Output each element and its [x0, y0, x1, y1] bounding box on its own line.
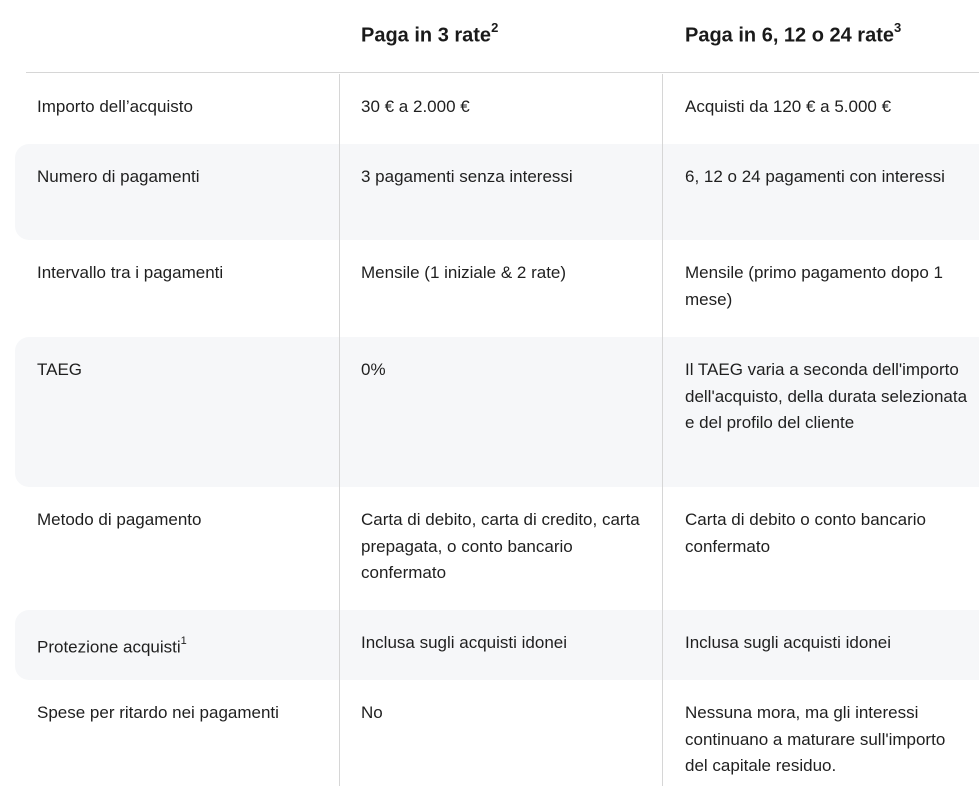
table-row-intervallo: [15, 240, 979, 337]
table-row-taeg: [15, 337, 979, 487]
row-label: Numero di pagamenti: [37, 167, 200, 186]
cell-plan-3-rate: Mensile (1 iniziale & 2 rate): [361, 263, 567, 282]
cell-plan-6-12-24-rate: Acquisti da 120 € a 5.000 €: [685, 97, 892, 116]
table-header: [0, 0, 979, 73]
cell-plan-3-rate: 30 € a 2.000 €: [361, 97, 470, 116]
cell-plan-3-rate: Carta di debito, carta di credito, carta prepagata, o conto bancario confermato: [361, 510, 640, 582]
header-divider: [26, 72, 979, 73]
footnote-marker: 1: [180, 635, 187, 647]
cell-plan-6-12-24-rate: Carta di debito o conto bancario confermato: [685, 510, 926, 556]
row-label: Spese per ritardo nei pagamenti: [37, 703, 279, 722]
table-row-spese-ritardo: [15, 680, 979, 786]
column-header-plan-6-12-24-rate: [685, 22, 901, 48]
table-row-metodo-pagamento: [15, 487, 979, 610]
table-row-importo: [15, 74, 979, 144]
column-divider: [339, 74, 340, 786]
row-label: [37, 630, 337, 661]
cell-plan-3-rate: Inclusa sugli acquisti idonei: [361, 633, 568, 652]
row-label: TAEG: [37, 360, 83, 379]
column-divider: [662, 74, 663, 786]
cell-plan-6-12-24-rate: 6, 12 o 24 pagamenti con interessi: [685, 167, 945, 186]
table-row-protezione-acquisti: [15, 610, 979, 680]
footnote-marker: 2: [491, 20, 499, 35]
row-label: Intervallo tra i pagamenti: [37, 263, 224, 282]
column-header-plan-3-rate: [361, 22, 498, 48]
cell-plan-3-rate: 3 pagamenti senza interessi: [361, 167, 573, 186]
cell-plan-6-12-24-rate: Inclusa sugli acquisti idonei: [685, 633, 892, 652]
cell-plan-6-12-24-rate: Il TAEG varia a seconda dell'importo dell'acquisto, della durata selezionata e del profilo del cliente: [685, 360, 968, 432]
row-label: Metodo di pagamento: [37, 510, 202, 529]
footnote-marker: 3: [894, 20, 902, 35]
cell-plan-3-rate: No: [361, 703, 383, 722]
row-label: Importo dell’acquisto: [37, 97, 193, 116]
cell-plan-3-rate: 0%: [361, 360, 386, 379]
cell-plan-6-12-24-rate: Mensile (primo pagamento dopo 1 mese): [685, 263, 943, 309]
column-header-plan-3-rate-text: Paga in 3 rate: [361, 24, 492, 47]
table-row-numero-pagamenti: [15, 144, 979, 240]
cell-plan-6-12-24-rate: Nessuna mora, ma gli interessi continuano a maturare sull'importo del capitale residuo.: [685, 703, 946, 775]
row-label-text: Protezione acquisti: [37, 637, 181, 657]
column-header-plan-6-12-24-rate-text: Paga in 6, 12 o 24 rate: [685, 24, 894, 47]
